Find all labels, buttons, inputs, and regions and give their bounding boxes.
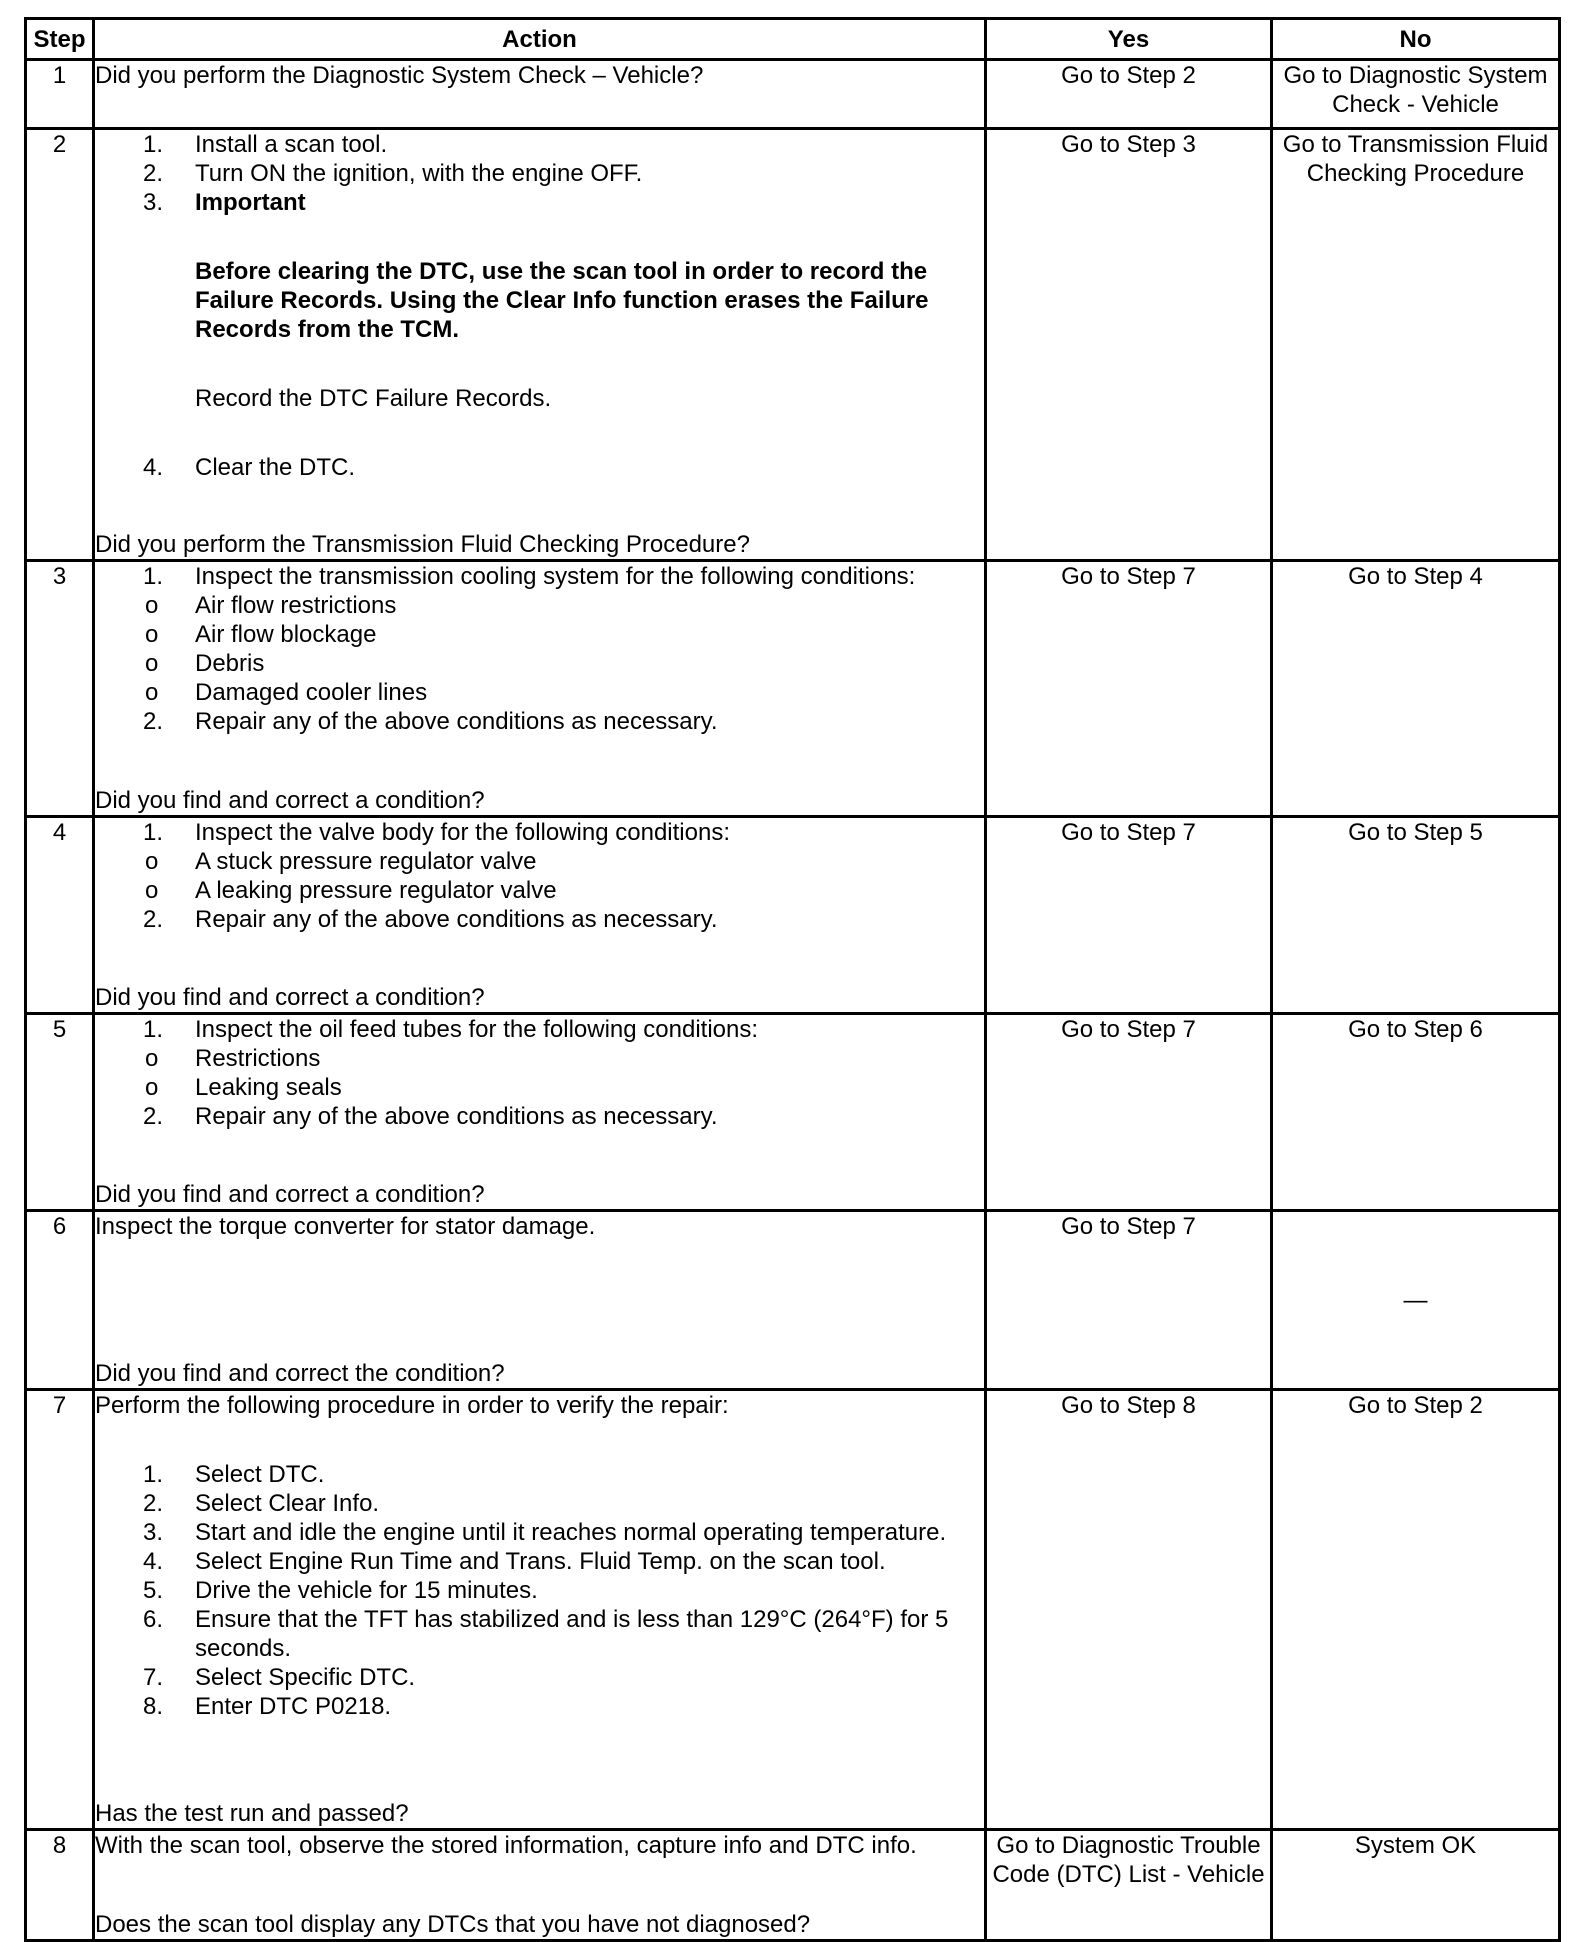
- list-item: o Damaged cooler lines: [145, 679, 428, 706]
- action-steps: [95, 707, 984, 736]
- table-row: [26, 1390, 1560, 1830]
- action-question: Does the scan tool display any DTCs that you have not diagnosed?: [95, 1911, 811, 1938]
- action-question: Did you find and correct a condition?: [95, 984, 485, 1011]
- diagnostic-table: [24, 17, 1561, 1942]
- action-intro: Inspect the torque converter for stator damage.: [95, 1213, 596, 1240]
- list-item: 4. Clear the DTC.: [143, 454, 356, 481]
- list-item: 5. Drive the vehicle for 15 minutes.: [143, 1577, 538, 1604]
- list-item: 7. Select Specific DTC.: [143, 1664, 416, 1691]
- step-number: 1: [26, 60, 94, 129]
- table-row: [26, 60, 1560, 129]
- header-yes: Yes: [986, 19, 1272, 60]
- action-steps: [95, 905, 984, 934]
- list-item: 1. Select DTC.: [143, 1461, 325, 1488]
- no-cell: Go to Step 4: [1272, 561, 1560, 817]
- step-number: 5: [26, 1014, 94, 1211]
- action-cell: [94, 1830, 986, 1941]
- yes-cell: Go to Step 2: [986, 60, 1272, 129]
- action-question: Has the test run and passed?: [95, 1800, 409, 1827]
- step-number: 7: [26, 1390, 94, 1830]
- list-item: 2. Repair any of the above conditions as necessary.: [143, 708, 718, 735]
- step-number: 3: [26, 561, 94, 817]
- table-row: [26, 1014, 1560, 1211]
- list-item: 8. Enter DTC P0218.: [143, 1693, 392, 1720]
- yes-cell: Go to Step 8: [986, 1390, 1272, 1830]
- action-steps: [95, 1460, 984, 1721]
- action-question: Did you find and correct a condition?: [95, 787, 485, 814]
- action-question: Did you find and correct the condition?: [95, 1360, 505, 1387]
- list-item: o A leaking pressure regulator valve: [145, 877, 557, 904]
- list-item: 2. Repair any of the above conditions as necessary.: [143, 1103, 718, 1130]
- action-question: Did you perform the Diagnostic System Check – Vehicle?: [95, 62, 704, 89]
- table-row: [26, 1211, 1560, 1390]
- action-steps: [95, 1102, 984, 1131]
- condition-list: [95, 847, 984, 905]
- action-steps: [95, 818, 984, 847]
- step-number: 8: [26, 1830, 94, 1941]
- table-row: [26, 1830, 1560, 1941]
- condition-list: [95, 591, 984, 707]
- yes-cell: Go to Step 3: [986, 129, 1272, 561]
- list-item: 6. Ensure that the TFT has stabilized and is less than 129°C (264°F) for 5 seconds.: [143, 1606, 949, 1662]
- action-cell: [94, 561, 986, 817]
- no-cell: Go to Step 6: [1272, 1014, 1560, 1211]
- list-item: o A stuck pressure regulator valve: [145, 848, 537, 875]
- list-item: 2. Select Clear Info.: [143, 1490, 380, 1517]
- yes-cell: Go to Step 7: [986, 561, 1272, 817]
- action-intro: Perform the following procedure in order to verify the repair:: [95, 1392, 729, 1419]
- list-item: o Air flow restrictions: [145, 592, 397, 619]
- list-item: 1. Inspect the transmission cooling system for the following conditions:: [143, 563, 916, 590]
- action-cell: [94, 1211, 986, 1390]
- list-item: 1. Inspect the oil feed tubes for the following conditions:: [143, 1016, 759, 1043]
- list-item: 4. Select Engine Run Time and Trans. Fluid Temp. on the scan tool.: [143, 1548, 886, 1575]
- action-cell: [94, 60, 986, 129]
- no-cell: Go to Transmission Fluid Checking Procedure: [1272, 129, 1560, 561]
- step-number: 4: [26, 817, 94, 1014]
- no-cell: —: [1272, 1211, 1560, 1390]
- action-cell: [94, 129, 986, 561]
- table-row: [26, 129, 1560, 561]
- no-cell: System OK: [1272, 1830, 1560, 1941]
- action-question: Did you perform the Transmission Fluid Checking Procedure?: [95, 531, 750, 558]
- list-item: 1. Inspect the valve body for the following conditions:: [143, 819, 730, 846]
- action-steps: [95, 453, 984, 482]
- list-item: o Air flow blockage: [145, 621, 377, 648]
- step-number: 2: [26, 129, 94, 561]
- table-header-row: [26, 19, 1560, 60]
- header-step: Step: [26, 19, 94, 60]
- yes-cell: Go to Step 7: [986, 1014, 1272, 1211]
- table-row: [26, 817, 1560, 1014]
- yes-cell: Go to Diagnostic Trouble Code (DTC) List - Vehicle: [986, 1830, 1272, 1941]
- list-item: 2. Turn ON the ignition, with the engine OFF.: [143, 160, 643, 187]
- important-note: Before clearing the DTC, use the scan tool in order to record the Failure Records. Using the Clear Info function erases the Failure Records from the TCM.: [195, 258, 929, 343]
- record-note: Record the DTC Failure Records.: [195, 385, 552, 412]
- yes-cell: Go to Step 7: [986, 1211, 1272, 1390]
- action-intro: With the scan tool, observe the stored information, capture info and DTC info.: [95, 1832, 917, 1859]
- list-item: 3. Start and idle the engine until it reaches normal operating temperature.: [143, 1519, 947, 1546]
- step-number: 6: [26, 1211, 94, 1390]
- table-row: [26, 561, 1560, 817]
- action-steps: [95, 562, 984, 591]
- yes-cell: Go to Step 7: [986, 817, 1272, 1014]
- header-no: No: [1272, 19, 1560, 60]
- header-action: Action: [94, 19, 986, 60]
- action-cell: [94, 817, 986, 1014]
- no-cell: Go to Step 5: [1272, 817, 1560, 1014]
- action-cell: [94, 1390, 986, 1830]
- list-item: o Leaking seals: [145, 1074, 342, 1101]
- action-question: Did you find and correct a condition?: [95, 1181, 485, 1208]
- list-item: o Restrictions: [145, 1045, 321, 1072]
- diagnostic-table-page: [24, 17, 1558, 1938]
- list-item: 2. Repair any of the above conditions as necessary.: [143, 906, 718, 933]
- action-steps: [95, 130, 984, 217]
- condition-list: [95, 1044, 984, 1102]
- list-item: 3. Important: [143, 189, 306, 216]
- action-cell: [94, 1014, 986, 1211]
- list-item: 1. Install a scan tool.: [143, 131, 388, 158]
- action-steps: [95, 1015, 984, 1044]
- list-item: o Debris: [145, 650, 265, 677]
- no-cell: Go to Diagnostic System Check - Vehicle: [1272, 60, 1560, 129]
- no-cell: Go to Step 2: [1272, 1390, 1560, 1830]
